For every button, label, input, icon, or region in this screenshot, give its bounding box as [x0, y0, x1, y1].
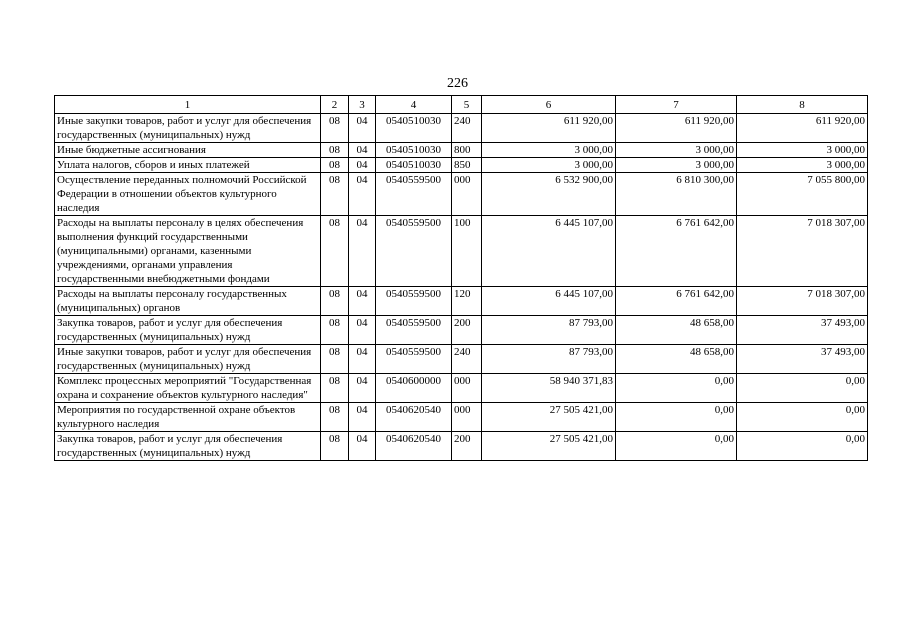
expense-type-code: 240	[452, 345, 482, 374]
section-code: 08	[321, 216, 349, 287]
amount-col7: 611 920,00	[616, 114, 737, 143]
amount-col7: 0,00	[616, 432, 737, 461]
row-name: Закупка товаров, работ и услуг для обеспечения государственных (муниципальных) нужд	[55, 432, 321, 461]
amount-col8: 7 055 800,00	[737, 173, 868, 216]
section-code: 08	[321, 345, 349, 374]
table-row	[55, 158, 868, 173]
target-code: 0540510030	[376, 114, 452, 143]
row-name: Расходы на выплаты персоналу в целях обеспечения выполнения функций государственными (муниципальными) органами, казенными учреждениями, органами управления государственными внебюджетными фондами	[55, 216, 321, 287]
expense-type-code: 000	[452, 403, 482, 432]
subsection-code: 04	[349, 432, 376, 461]
target-code: 0540510030	[376, 143, 452, 158]
column-header: 3	[349, 96, 376, 114]
column-header: 5	[452, 96, 482, 114]
column-header: 2	[321, 96, 349, 114]
target-code: 0540620540	[376, 432, 452, 461]
row-name: Закупка товаров, работ и услуг для обеспечения государственных (муниципальных) нужд	[55, 316, 321, 345]
expense-type-code: 800	[452, 143, 482, 158]
column-header: 1	[55, 96, 321, 114]
row-name: Иные закупки товаров, работ и услуг для обеспечения государственных (муниципальных) нужд	[55, 114, 321, 143]
target-code: 0540600000	[376, 374, 452, 403]
amount-col6: 6 445 107,00	[482, 216, 616, 287]
subsection-code: 04	[349, 216, 376, 287]
amount-col7: 48 658,00	[616, 316, 737, 345]
column-header: 8	[737, 96, 868, 114]
row-name: Уплата налогов, сборов и иных платежей	[55, 158, 321, 173]
subsection-code: 04	[349, 287, 376, 316]
amount-col7: 6 761 642,00	[616, 216, 737, 287]
target-code: 0540559500	[376, 216, 452, 287]
amount-col6: 27 505 421,00	[482, 403, 616, 432]
column-header: 6	[482, 96, 616, 114]
amount-col8: 0,00	[737, 403, 868, 432]
amount-col8: 7 018 307,00	[737, 216, 868, 287]
subsection-code: 04	[349, 345, 376, 374]
expense-type-code: 850	[452, 158, 482, 173]
amount-col8: 37 493,00	[737, 345, 868, 374]
amount-col7: 6 761 642,00	[616, 287, 737, 316]
amount-col7: 6 810 300,00	[616, 173, 737, 216]
budget-table	[54, 95, 868, 461]
target-code: 0540559500	[376, 173, 452, 216]
subsection-code: 04	[349, 114, 376, 143]
section-code: 08	[321, 173, 349, 216]
amount-col8: 0,00	[737, 374, 868, 403]
expense-type-code: 200	[452, 432, 482, 461]
amount-col6: 87 793,00	[482, 316, 616, 345]
section-code: 08	[321, 403, 349, 432]
page-number: 226	[447, 76, 468, 91]
table-row	[55, 216, 868, 287]
section-code: 08	[321, 374, 349, 403]
table-row	[55, 316, 868, 345]
expense-type-code: 240	[452, 114, 482, 143]
amount-col6: 87 793,00	[482, 345, 616, 374]
target-code: 0540559500	[376, 316, 452, 345]
amount-col6: 6 532 900,00	[482, 173, 616, 216]
amount-col6: 611 920,00	[482, 114, 616, 143]
table-row	[55, 143, 868, 158]
row-name: Комплекс процессных мероприятий "Государственная охрана и сохранение объектов культурного наследия"	[55, 374, 321, 403]
row-name: Иные бюджетные ассигнования	[55, 143, 321, 158]
amount-col6: 3 000,00	[482, 143, 616, 158]
header-row	[55, 96, 868, 114]
amount-col8: 0,00	[737, 432, 868, 461]
expense-type-code: 000	[452, 173, 482, 216]
amount-col8: 7 018 307,00	[737, 287, 868, 316]
target-code: 0540559500	[376, 287, 452, 316]
subsection-code: 04	[349, 374, 376, 403]
amount-col8: 611 920,00	[737, 114, 868, 143]
row-name: Расходы на выплаты персоналу государственных (муниципальных) органов	[55, 287, 321, 316]
amount-col6: 27 505 421,00	[482, 432, 616, 461]
expense-type-code: 100	[452, 216, 482, 287]
row-name: Осуществление переданных полномочий Российской Федерации в отношении объектов культурного наследия	[55, 173, 321, 216]
row-name: Мероприятия по государственной охране объектов культурного наследия	[55, 403, 321, 432]
amount-col8: 37 493,00	[737, 316, 868, 345]
target-code: 0540559500	[376, 345, 452, 374]
row-name: Иные закупки товаров, работ и услуг для обеспечения государственных (муниципальных) нужд	[55, 345, 321, 374]
amount-col6: 58 940 371,83	[482, 374, 616, 403]
amount-col8: 3 000,00	[737, 158, 868, 173]
column-header: 4	[376, 96, 452, 114]
amount-col7: 48 658,00	[616, 345, 737, 374]
amount-col6: 3 000,00	[482, 158, 616, 173]
subsection-code: 04	[349, 143, 376, 158]
expense-type-code: 000	[452, 374, 482, 403]
section-code: 08	[321, 316, 349, 345]
subsection-code: 04	[349, 316, 376, 345]
table-row	[55, 432, 868, 461]
section-code: 08	[321, 143, 349, 158]
amount-col7: 3 000,00	[616, 143, 737, 158]
section-code: 08	[321, 158, 349, 173]
amount-col7: 3 000,00	[616, 158, 737, 173]
section-code: 08	[321, 114, 349, 143]
amount-col7: 0,00	[616, 403, 737, 432]
table-row	[55, 287, 868, 316]
expense-type-code: 120	[452, 287, 482, 316]
section-code: 08	[321, 432, 349, 461]
subsection-code: 04	[349, 403, 376, 432]
subsection-code: 04	[349, 158, 376, 173]
amount-col7: 0,00	[616, 374, 737, 403]
amount-col8: 3 000,00	[737, 143, 868, 158]
expense-type-code: 200	[452, 316, 482, 345]
section-code: 08	[321, 287, 349, 316]
table-row	[55, 345, 868, 374]
table-row	[55, 403, 868, 432]
target-code: 0540620540	[376, 403, 452, 432]
table-row	[55, 114, 868, 143]
target-code: 0540510030	[376, 158, 452, 173]
subsection-code: 04	[349, 173, 376, 216]
table-row	[55, 173, 868, 216]
column-header: 7	[616, 96, 737, 114]
amount-col6: 6 445 107,00	[482, 287, 616, 316]
table-row	[55, 374, 868, 403]
